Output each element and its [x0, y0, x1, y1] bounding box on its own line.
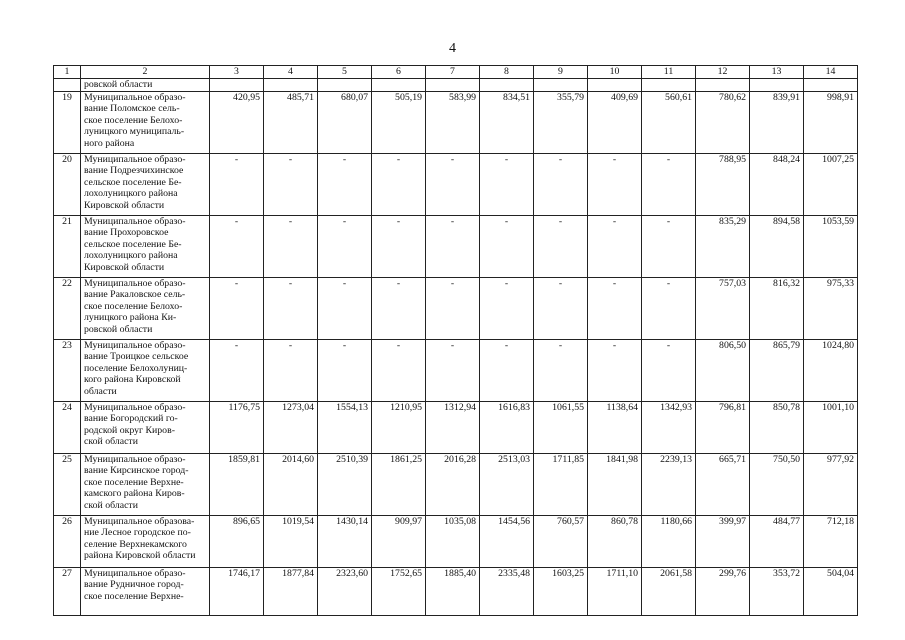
value-cell: - — [480, 278, 534, 340]
municipality-name-cell — [81, 216, 210, 278]
value-cell — [642, 79, 696, 92]
value-cell: 560,61 — [642, 92, 696, 154]
value-cell: 1342,93 — [642, 402, 696, 454]
name-line: сельское поселение Бе- — [84, 238, 182, 250]
value-cell: 1554,13 — [318, 402, 372, 454]
continuation-row — [54, 79, 858, 92]
value-cell — [210, 79, 264, 92]
name-line: Муниципальное образо- — [84, 454, 186, 465]
value-cell: 816,32 — [750, 278, 804, 340]
table-row — [54, 278, 858, 340]
value-cell: 1273,04 — [264, 402, 318, 454]
value-cell: - — [264, 216, 318, 278]
value-cell: - — [318, 216, 372, 278]
value-cell: - — [588, 340, 642, 402]
value-cell: - — [372, 154, 426, 216]
value-cell: - — [210, 340, 264, 402]
value-cell: 1019,54 — [264, 516, 318, 568]
column-number: 4 — [264, 66, 318, 79]
value-cell: 834,51 — [480, 92, 534, 154]
name-line: ного района — [84, 137, 135, 149]
value-cell: 1861,25 — [372, 454, 426, 516]
row-number-cell: 20 — [54, 154, 81, 216]
name-line: вание Богородский го- — [84, 413, 178, 425]
municipality-name-cell — [81, 402, 210, 454]
value-cell: 1885,40 — [426, 568, 480, 616]
column-number: 7 — [426, 66, 480, 79]
name-line: Муниципальное образо- — [84, 568, 186, 579]
value-cell: 2510,39 — [318, 454, 372, 516]
value-cell — [534, 79, 588, 92]
column-number: 8 — [480, 66, 534, 79]
table-row — [54, 340, 858, 402]
table-row — [54, 516, 858, 568]
value-cell: 1035,08 — [426, 516, 480, 568]
column-number: 10 — [588, 66, 642, 79]
table-row — [54, 92, 858, 154]
value-cell: - — [372, 340, 426, 402]
value-cell: - — [210, 216, 264, 278]
value-cell: - — [426, 216, 480, 278]
value-cell: - — [318, 154, 372, 216]
name-line: области — [84, 385, 117, 397]
value-cell: 1180,66 — [642, 516, 696, 568]
name-line: лохолуницкого района — [84, 250, 178, 262]
value-cell: 1841,98 — [588, 454, 642, 516]
name-line: вание Рудничное город- — [84, 579, 184, 591]
municipality-name-cell — [81, 516, 210, 568]
value-cell: 665,71 — [696, 454, 750, 516]
value-cell: 998,91 — [804, 92, 858, 154]
value-cell: - — [264, 278, 318, 340]
value-cell: - — [318, 340, 372, 402]
name-line: ровской области — [84, 323, 153, 335]
value-cell: 2239,13 — [642, 454, 696, 516]
value-cell: - — [264, 154, 318, 216]
value-cell: - — [534, 216, 588, 278]
name-line: вание Троицкое сельское — [84, 351, 189, 363]
name-line: ние Лесное городское по- — [84, 527, 191, 539]
value-cell: 1877,84 — [264, 568, 318, 616]
value-cell — [480, 79, 534, 92]
name-line: сельское поселение Бе- — [84, 176, 182, 188]
name-line: луницкого района Ки- — [84, 312, 177, 324]
value-cell: - — [318, 278, 372, 340]
value-cell: - — [534, 154, 588, 216]
value-cell: - — [480, 340, 534, 402]
municipality-name-cell — [81, 454, 210, 516]
value-cell: 1746,17 — [210, 568, 264, 616]
name-line: Муниципальное образо- — [84, 216, 186, 227]
column-number: 14 — [804, 66, 858, 79]
value-cell: 680,07 — [318, 92, 372, 154]
name-line: района Кировской области — [84, 550, 196, 562]
tariff-table — [53, 65, 858, 616]
continuation-text: ровской области — [81, 79, 210, 92]
value-cell: - — [372, 278, 426, 340]
name-line: кого района Кировской — [84, 374, 181, 386]
municipality-name-cell — [81, 92, 210, 154]
name-line: поселение Белохолуниц- — [84, 362, 188, 374]
value-cell — [804, 79, 858, 92]
value-cell: 2014,60 — [264, 454, 318, 516]
row-number-cell: 25 — [54, 454, 81, 516]
value-cell — [318, 79, 372, 92]
name-line: Муниципальное образо- — [84, 340, 186, 351]
value-cell: - — [642, 216, 696, 278]
value-cell: 896,65 — [210, 516, 264, 568]
column-number: 5 — [318, 66, 372, 79]
column-number: 13 — [750, 66, 804, 79]
row-number-cell: 26 — [54, 516, 81, 568]
value-cell: 2016,28 — [426, 454, 480, 516]
name-line: луницкого муниципаль- — [84, 126, 185, 138]
value-cell: 2061,58 — [642, 568, 696, 616]
value-cell: 399,97 — [696, 516, 750, 568]
row-number-cell: 19 — [54, 92, 81, 154]
value-cell: 975,33 — [804, 278, 858, 340]
name-line: ское поселение Верхне- — [84, 590, 184, 602]
name-line: ской области — [84, 499, 138, 511]
value-cell: 1711,85 — [534, 454, 588, 516]
value-cell: 1007,25 — [804, 154, 858, 216]
value-cell: 299,76 — [696, 568, 750, 616]
column-number: 9 — [534, 66, 588, 79]
row-number-cell: 21 — [54, 216, 81, 278]
value-cell: 1312,94 — [426, 402, 480, 454]
name-line: вание Подрезчихинское — [84, 165, 184, 177]
value-cell: 2513,03 — [480, 454, 534, 516]
value-cell: 796,81 — [696, 402, 750, 454]
value-cell: 1711,10 — [588, 568, 642, 616]
value-cell: 355,79 — [534, 92, 588, 154]
name-line: вание Кирсинское город- — [84, 465, 189, 477]
name-line: Кировской области — [84, 199, 165, 211]
value-cell — [264, 79, 318, 92]
value-cell: 2323,60 — [318, 568, 372, 616]
value-cell: 2335,48 — [480, 568, 534, 616]
value-cell: 806,50 — [696, 340, 750, 402]
row-number-cell: 24 — [54, 402, 81, 454]
value-cell: - — [480, 216, 534, 278]
column-number: 12 — [696, 66, 750, 79]
value-cell: - — [426, 154, 480, 216]
row-number-cell — [54, 79, 81, 92]
value-cell: - — [642, 278, 696, 340]
value-cell: - — [210, 154, 264, 216]
value-cell: 1454,56 — [480, 516, 534, 568]
name-line: вание Поломское сель- — [84, 103, 180, 115]
column-number-row — [54, 66, 858, 79]
name-line: вание Прохоровское — [84, 227, 169, 239]
column-number: 1 — [54, 66, 81, 79]
name-line: Муниципальное образова- — [84, 516, 195, 527]
table-row — [54, 402, 858, 454]
value-cell: 1138,64 — [588, 402, 642, 454]
value-cell: 850,78 — [750, 402, 804, 454]
value-cell: 583,99 — [426, 92, 480, 154]
value-cell: 977,92 — [804, 454, 858, 516]
value-cell: 420,95 — [210, 92, 264, 154]
value-cell: 1430,14 — [318, 516, 372, 568]
name-line: Муниципальное образо- — [84, 402, 186, 413]
value-cell: 894,58 — [750, 216, 804, 278]
value-cell: 860,78 — [588, 516, 642, 568]
value-cell: 760,57 — [534, 516, 588, 568]
table-row — [54, 568, 858, 616]
value-cell — [372, 79, 426, 92]
name-line: камского района Киров- — [84, 488, 185, 500]
value-cell: - — [642, 154, 696, 216]
value-cell: - — [588, 154, 642, 216]
name-line: Муниципальное образо- — [84, 92, 186, 103]
value-cell: 712,18 — [804, 516, 858, 568]
name-line: Кировской области — [84, 261, 165, 273]
name-line: Муниципальное образо- — [84, 154, 186, 165]
value-cell: 835,29 — [696, 216, 750, 278]
value-cell: 353,72 — [750, 568, 804, 616]
value-cell: 750,50 — [750, 454, 804, 516]
value-cell: 909,97 — [372, 516, 426, 568]
value-cell: - — [426, 340, 480, 402]
municipality-name-cell — [81, 568, 210, 616]
value-cell: 485,71 — [264, 92, 318, 154]
column-number: 11 — [642, 66, 696, 79]
municipality-name-cell — [81, 340, 210, 402]
name-line: вание Ракаловское сель- — [84, 289, 186, 301]
name-line: ской области — [84, 436, 138, 448]
value-cell: 504,04 — [804, 568, 858, 616]
value-cell: 839,91 — [750, 92, 804, 154]
page-number: 4 — [449, 41, 456, 56]
value-cell: 780,62 — [696, 92, 750, 154]
value-cell: 757,03 — [696, 278, 750, 340]
table-body — [54, 79, 858, 616]
value-cell: - — [642, 340, 696, 402]
value-cell: 409,69 — [588, 92, 642, 154]
value-cell: 1603,25 — [534, 568, 588, 616]
name-line: родской округ Киров- — [84, 424, 175, 436]
value-cell — [696, 79, 750, 92]
value-cell: 1024,80 — [804, 340, 858, 402]
column-number: 6 — [372, 66, 426, 79]
value-cell: 1176,75 — [210, 402, 264, 454]
value-cell: 1859,81 — [210, 454, 264, 516]
name-line: ское поселение Белохо- — [84, 300, 183, 312]
value-cell: - — [588, 216, 642, 278]
value-cell: - — [426, 278, 480, 340]
column-number: 2 — [81, 66, 210, 79]
name-line: Муниципальное образо- — [84, 278, 186, 289]
value-cell: 1053,59 — [804, 216, 858, 278]
municipality-name-cell — [81, 154, 210, 216]
value-cell: - — [480, 154, 534, 216]
value-cell — [588, 79, 642, 92]
value-cell: 865,79 — [750, 340, 804, 402]
column-number: 3 — [210, 66, 264, 79]
table-row — [54, 216, 858, 278]
value-cell: 1752,65 — [372, 568, 426, 616]
value-cell: - — [372, 216, 426, 278]
value-cell: - — [264, 340, 318, 402]
name-line: ское поселение Белохо- — [84, 114, 183, 126]
name-line: селение Верхнекамского — [84, 538, 187, 550]
value-cell: 505,19 — [372, 92, 426, 154]
value-cell: 1210,95 — [372, 402, 426, 454]
value-cell — [750, 79, 804, 92]
value-cell: 848,24 — [750, 154, 804, 216]
row-number-cell: 27 — [54, 568, 81, 616]
value-cell: - — [210, 278, 264, 340]
table-row — [54, 454, 858, 516]
row-number-cell: 22 — [54, 278, 81, 340]
municipality-name-cell — [81, 278, 210, 340]
value-cell: 484,77 — [750, 516, 804, 568]
value-cell: 1061,55 — [534, 402, 588, 454]
value-cell: - — [534, 278, 588, 340]
value-cell — [426, 79, 480, 92]
name-line: лохолуницкого района — [84, 188, 178, 200]
name-line: ское поселение Верхне- — [84, 476, 184, 488]
row-number-cell: 23 — [54, 340, 81, 402]
value-cell: 1001,10 — [804, 402, 858, 454]
value-cell: 788,95 — [696, 154, 750, 216]
value-cell: 1616,83 — [480, 402, 534, 454]
value-cell: - — [588, 278, 642, 340]
value-cell: - — [534, 340, 588, 402]
table-row — [54, 154, 858, 216]
